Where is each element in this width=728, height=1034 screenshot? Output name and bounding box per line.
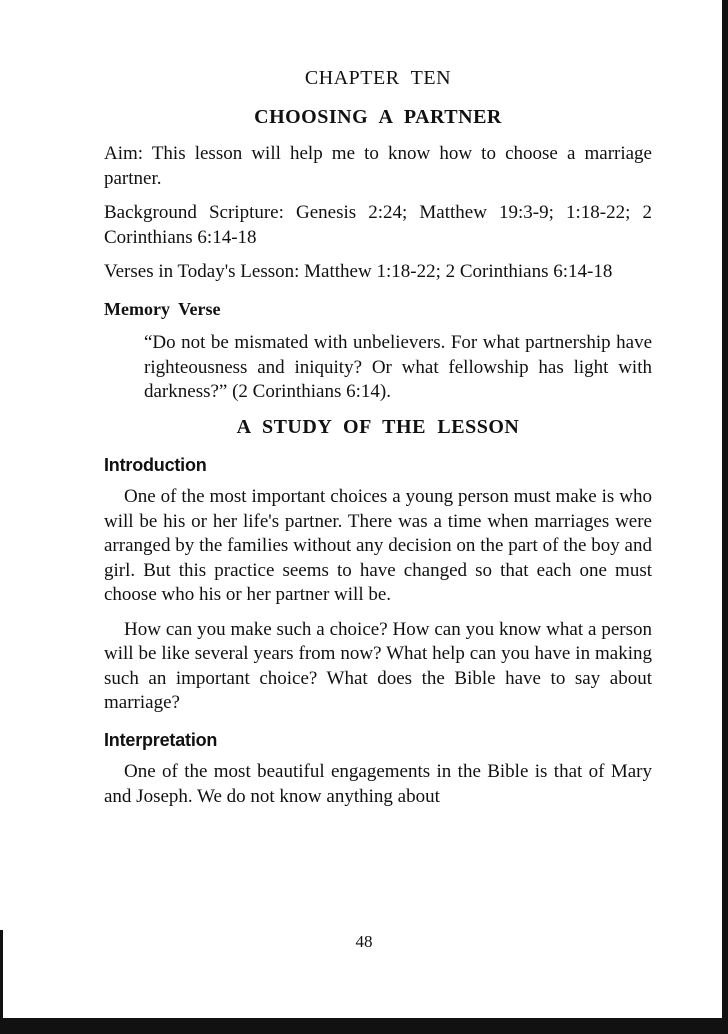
verses-paragraph: Verses in Today's Lesson: Matthew 1:18-22; 2 Corinthians 6:14-18 bbox=[104, 261, 613, 282]
scan-edge-bottom bbox=[0, 1018, 728, 1034]
page-content bbox=[104, 64, 652, 809]
chapter-title: CHOOSING A PARTNER bbox=[254, 106, 502, 128]
interpretation-heading: Interpretation bbox=[104, 729, 218, 750]
introduction-paragraph-1: One of the most important choices a young person must make is who will be his or her life's partner. There was a time when marriages were arranged by the families without any decision on the part of the boy and girl. But this practice seems to have changed so that each one must choose who his or her partner will be. bbox=[104, 486, 652, 605]
study-heading: A STUDY OF THE LESSON bbox=[236, 415, 520, 438]
memory-verse-quote: “Do not be mismated with unbelievers. For what partnership have righteousness and iniquity? Or what fellowship has light with darkness?” (2 Corinthians 6:14). bbox=[144, 332, 652, 402]
introduction-paragraph-2: How can you make such a choice? How can you know what a person will be like several years from now? What help can you have in making such an important choice? What does the Bible have to say about marriage? bbox=[104, 618, 652, 713]
page-number: 48 bbox=[355, 932, 373, 951]
introduction-heading: Introduction bbox=[104, 454, 207, 475]
scan-edge-right bbox=[722, 0, 728, 1034]
background-scripture-paragraph: Background Scripture: Genesis 2:24; Matthew 19:3-9; 1:18-22; 2 Corinthians 6:14-18 bbox=[104, 202, 652, 248]
interpretation-paragraph: One of the most beautiful engagements in the Bible is that of Mary and Joseph. We do not know anything about bbox=[104, 761, 652, 807]
aim-paragraph: Aim: This lesson will help me to know how to choose a marriage partner. bbox=[104, 143, 652, 189]
chapter-label: CHAPTER TEN bbox=[304, 67, 452, 89]
memory-verse-heading: Memory Verse bbox=[104, 298, 221, 319]
